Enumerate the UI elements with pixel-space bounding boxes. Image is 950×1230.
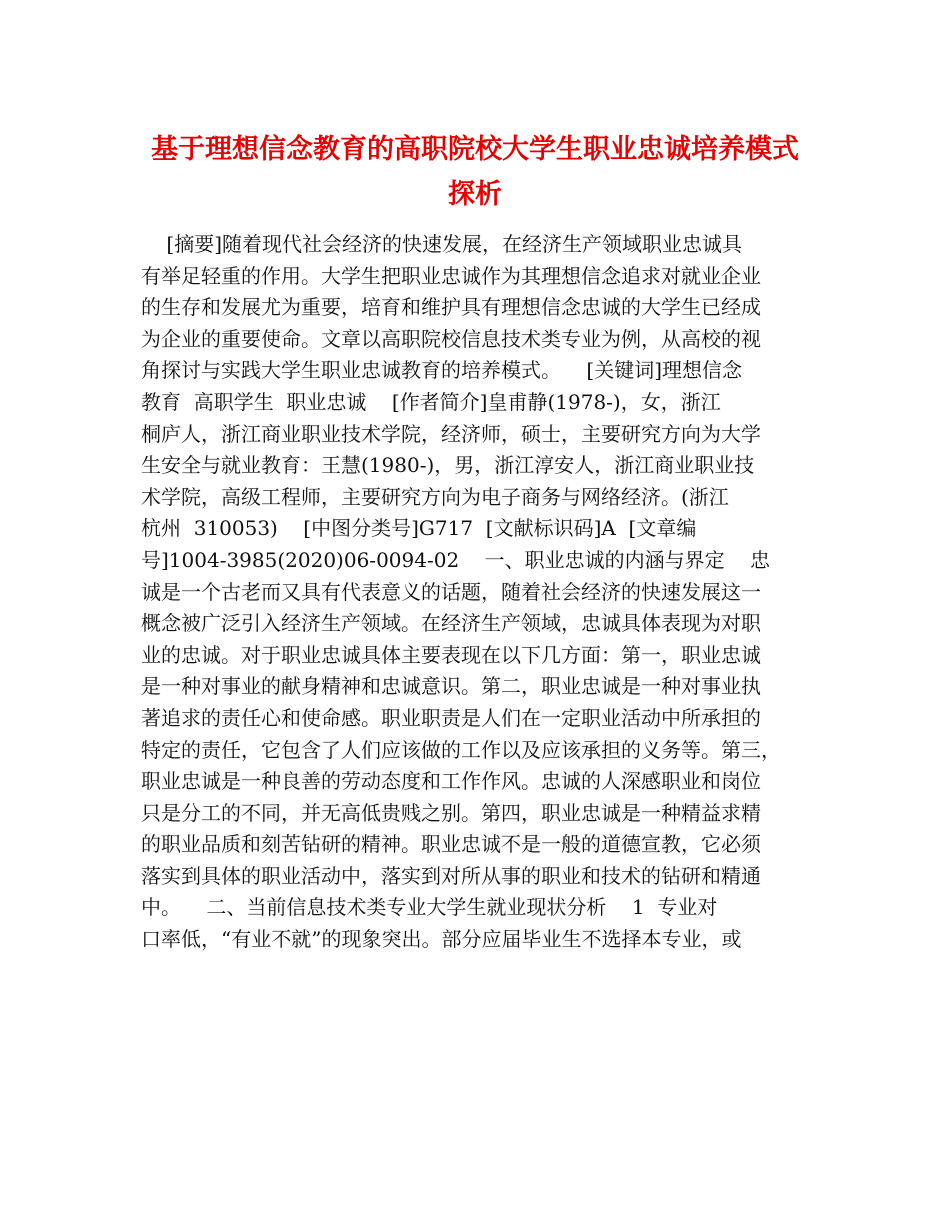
body-line: [摘要]随着现代社会经济的快速发展，在经济生产领域职业忠诚具 bbox=[141, 232, 743, 256]
body-line: 号]1004-3985(2020)06-0094-02 一、职业忠诚的内涵与界定 忠 bbox=[141, 547, 771, 572]
body-line: 只是分工的不同，并无高低贵贱之别。第四，职业忠诚是一种精益求精 bbox=[141, 800, 761, 825]
body-line: 中。 二、当前信息技术类专业大学生就业现状分析 1 专业对 bbox=[141, 895, 718, 920]
body-line: 有举足轻重的作用。大学生把职业忠诚作为其理想信念追求对就业企业 bbox=[141, 263, 761, 288]
body-line: 生安全与就业教育：王慧(1980-)，男，浙江淳安人，浙江商业职业技 bbox=[141, 453, 755, 478]
body-line: 特定的责任，它包含了人们应该做的工作以及应该承担的义务等。第三， bbox=[141, 737, 781, 762]
body-line: 的生存和发展尤为重要，培育和维护具有理想信念忠诚的大学生已经成 bbox=[141, 295, 761, 320]
body-line: 角探讨与实践大学生职业忠诚教育的培养模式。 [关键词]理想信念 bbox=[141, 358, 743, 383]
body-line: 是一种对事业的献身精神和忠诚意识。第二，职业忠诚是一种对事业执 bbox=[141, 674, 761, 699]
body-text bbox=[141, 229, 831, 956]
title-line-2: 探析 bbox=[448, 179, 502, 210]
body-line: 著追求的责任心和使命感。职业职责是人们在一定职业活动中所承担的 bbox=[141, 705, 761, 730]
body-line: 概念被广泛引入经济生产领域。在经济生产领域，忠诚具体表现为对职 bbox=[141, 611, 761, 636]
body-line: 诚是一个古老而又具有代表意义的话题，随着社会经济的快速发展这一 bbox=[141, 579, 761, 604]
body-line: 为企业的重要使命。文章以高职院校信息技术类专业为例，从高校的视 bbox=[141, 326, 761, 351]
body-line: 杭州 310053) [中图分类号]G717 [文献标识码]A [文章编 bbox=[141, 516, 697, 541]
body-line: 术学院，高级工程师，主要研究方向为电子商务与网络经济。(浙江 bbox=[141, 484, 729, 509]
body-line: 业的忠诚。对于职业忠诚具体主要表现在以下几方面：第一，职业忠诚 bbox=[141, 642, 761, 667]
body-line: 桐庐人，浙江商业职业技术学院，经济师，硕士，主要研究方向为大学 bbox=[141, 421, 761, 446]
body-line: 职业忠诚是一种良善的劳动态度和工作作风。忠诚的人深感职业和岗位 bbox=[141, 769, 761, 794]
body-line: 口率低，“有业不就”的现象突出。部分应届毕业生不选择本专业，或 bbox=[141, 927, 742, 952]
body-line: 落实到具体的职业活动中，落实到对所从事的职业和技术的钻研和精通 bbox=[141, 863, 761, 888]
title-line-1: 基于理想信念教育的高职院校大学生职业忠诚培养模式 bbox=[151, 134, 799, 165]
body-line: 的职业品质和刻苦钻研的精神。职业忠诚不是一般的道德宣教，它必须 bbox=[141, 832, 761, 857]
body-line: 教育 高职学生 职业忠诚 [作者简介]皇甫静(1978-)，女，浙江 bbox=[141, 389, 721, 414]
